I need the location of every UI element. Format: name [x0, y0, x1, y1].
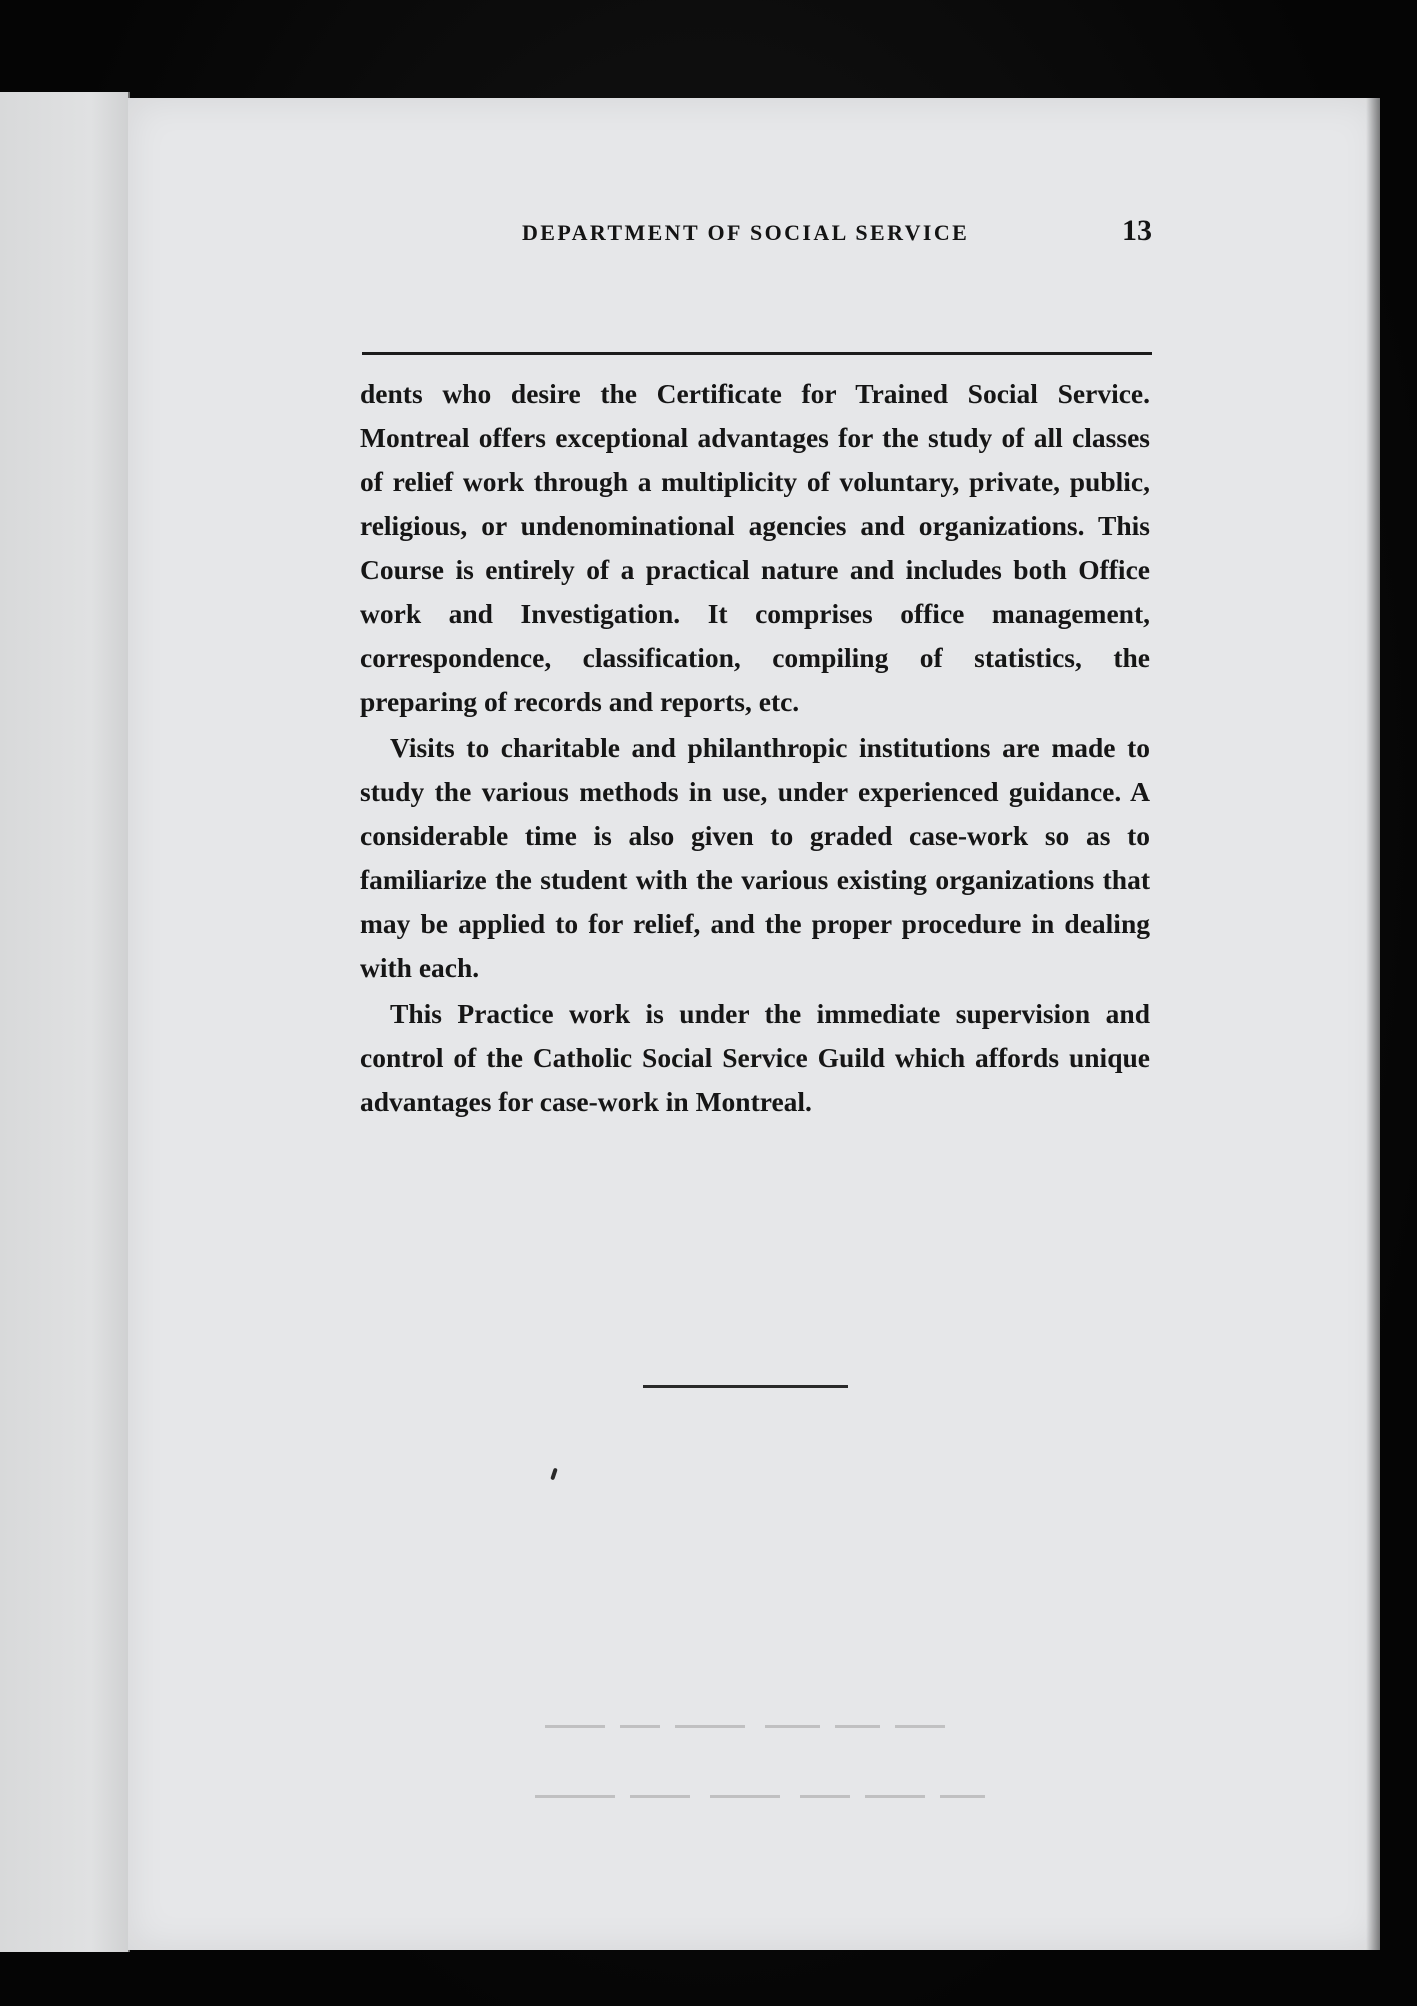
- section-end-rule: [643, 1385, 848, 1388]
- page-number: 13: [1122, 214, 1152, 247]
- bleed-through-stamp: [535, 1705, 1005, 1835]
- page-body: [360, 372, 1150, 1126]
- running-title: DEPARTMENT OF SOCIAL SERVICE: [522, 220, 970, 245]
- paragraph-3: This Practice work is under the immediate supervision and control of the Catholic Social Service Guild which affords unique advantages for case-work in Montreal.: [360, 998, 1150, 1117]
- header-rule: [362, 352, 1152, 355]
- paragraph-1: dents who desire the Certificate for Trained Social Service. Montreal offers exceptional advantages for the study of all classes of relief work through a multiplicity of voluntary, private, public, religious, or undenominational agencies and organizations. This Course is entirely of a practical nature and includes both Office work and Investigation. It comprises office management, correspondence, classification, compiling of statistics, the preparing of records and reports, etc.: [360, 378, 1150, 717]
- facing-page-edge: [0, 92, 130, 1952]
- running-head: [362, 214, 1152, 254]
- paragraph-2: Visits to charitable and philanthropic institutions are made to study the various methods in use, under experienced guidance. A considerable time is also given to graded case-work so as to familiarize the student with the various existing organizations that may be applied to for relief, and the proper procedure in dealing with each.: [360, 732, 1150, 983]
